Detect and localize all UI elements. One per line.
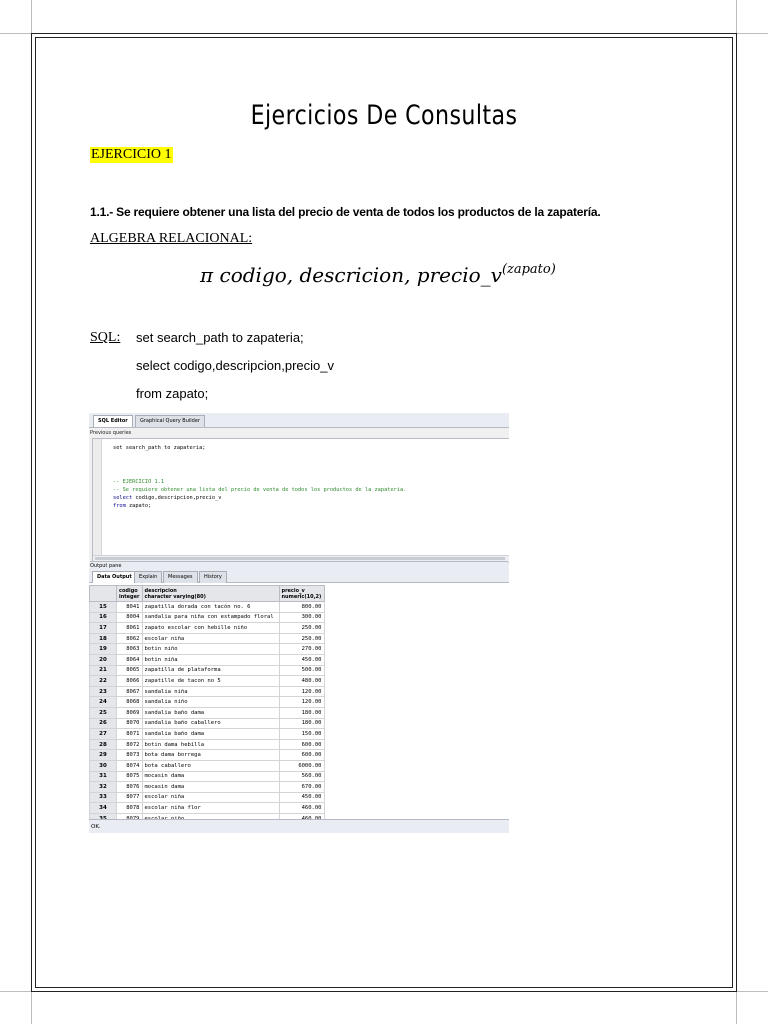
cell-precio-v[interactable]: 180.00 <box>279 707 324 718</box>
cell-codigo[interactable]: 8072 <box>117 739 143 750</box>
cell-precio-v[interactable]: 600.00 <box>279 739 324 750</box>
cell-precio-v[interactable]: 250.00 <box>279 623 324 634</box>
cell-codigo[interactable]: 8062 <box>117 633 143 644</box>
column-header-codigo[interactable]: codigo integer <box>117 586 143 602</box>
cell-codigo[interactable]: 8063 <box>117 644 143 655</box>
cell-codigo[interactable]: 8074 <box>117 760 143 771</box>
tab-history[interactable]: History <box>199 571 227 583</box>
code-text: set search_path to zapateria; <box>113 445 206 451</box>
code-comment: -- Se requiere obtener una lista del precio de venta de todos los productos de la zapateria. <box>113 487 407 493</box>
table-row[interactable] <box>90 633 325 644</box>
results-table <box>89 585 325 824</box>
cell-codigo[interactable]: 8065 <box>117 665 143 676</box>
cell-precio-v[interactable]: 180.00 <box>279 718 324 729</box>
table-row[interactable] <box>90 718 325 729</box>
table-row[interactable] <box>90 792 325 803</box>
row-number[interactable]: 27 <box>90 729 117 740</box>
tab-data-output[interactable]: Data Output <box>92 571 137 583</box>
exercise-label: EJERCICIO 1 <box>91 147 172 162</box>
cell-precio-v[interactable]: 800.00 <box>279 602 324 613</box>
code-line <box>113 495 221 501</box>
sql-editor[interactable] <box>92 438 509 563</box>
crop-mark <box>0 33 31 34</box>
cell-precio-v[interactable]: 460.00 <box>279 803 324 814</box>
cell-codigo[interactable]: 8078 <box>117 803 143 814</box>
cell-codigo[interactable]: 8067 <box>117 686 143 697</box>
cell-precio-v[interactable]: 450.00 <box>279 654 324 665</box>
cell-codigo[interactable]: 8069 <box>117 707 143 718</box>
row-number[interactable]: 26 <box>90 718 117 729</box>
table-row[interactable] <box>90 686 325 697</box>
cell-precio-v[interactable]: 120.00 <box>279 686 324 697</box>
row-number[interactable]: 23 <box>90 686 117 697</box>
formula-main: π codigo, descricion, precio_v <box>200 263 502 287</box>
row-number[interactable]: 32 <box>90 782 117 793</box>
question-text: 1.1.- Se requiere obtener una lista del precio de venta de todos los productos de la zapatería. <box>90 205 601 219</box>
table-row[interactable] <box>90 771 325 782</box>
cell-codigo[interactable]: 8064 <box>117 654 143 665</box>
cell-codigo[interactable]: 8004 <box>117 612 143 623</box>
sql-line: set search_path to zapateria; <box>136 330 304 345</box>
table-row[interactable] <box>90 644 325 655</box>
row-number[interactable]: 21 <box>90 665 117 676</box>
crop-mark <box>31 992 32 1024</box>
cell-precio-v[interactable]: 480.00 <box>279 676 324 687</box>
cell-descripcion[interactable]: sandalia para niña con estampado floral <box>142 612 279 623</box>
cell-codigo[interactable]: 8061 <box>117 623 143 634</box>
table-row[interactable] <box>90 782 325 793</box>
editor-tabs <box>89 413 509 428</box>
tab-sql-editor[interactable]: SQL Editor <box>93 415 133 427</box>
table-row[interactable] <box>90 654 325 665</box>
row-number[interactable]: 24 <box>90 697 117 708</box>
row-number-header <box>90 586 117 602</box>
scrollbar-thumb[interactable] <box>95 557 505 560</box>
cell-codigo[interactable]: 8073 <box>117 750 143 761</box>
previous-queries-label[interactable]: Previous queries <box>90 430 132 436</box>
tab-messages[interactable]: Messages <box>163 571 198 583</box>
cell-descripcion[interactable]: zapatille de tacon no 5 <box>142 676 279 687</box>
cell-codigo[interactable]: 8071 <box>117 729 143 740</box>
cell-descripcion[interactable]: escolar niña <box>142 633 279 644</box>
code-text: zapato; <box>125 503 152 509</box>
row-number[interactable]: 17 <box>90 623 117 634</box>
code-comment: -- EJERCICIO 1.1 <box>113 479 165 485</box>
cell-descripcion[interactable]: sandalia baño dama <box>142 729 279 740</box>
cell-descripcion[interactable]: zapatilla dorada con tacón no. 6 <box>142 602 279 613</box>
row-number[interactable]: 33 <box>90 792 117 803</box>
cell-precio-v[interactable]: 6000.00 <box>279 760 324 771</box>
row-number[interactable]: 29 <box>90 750 117 761</box>
row-number[interactable]: 16 <box>90 612 117 623</box>
table-row[interactable] <box>90 739 325 750</box>
table-row[interactable] <box>90 676 325 687</box>
code-line <box>113 445 205 451</box>
cell-codigo[interactable]: 8075 <box>117 771 143 782</box>
output-tabs <box>89 570 509 583</box>
cell-descripcion[interactable]: mocasin dama <box>142 771 279 782</box>
cell-descripcion[interactable]: sandalia niño <box>142 697 279 708</box>
cell-descripcion[interactable]: botin dama hebilla <box>142 739 279 750</box>
code-keyword: select <box>113 495 133 501</box>
row-number[interactable]: 28 <box>90 739 117 750</box>
cell-codigo[interactable]: 8041 <box>117 602 143 613</box>
cell-codigo[interactable]: 8077 <box>117 792 143 803</box>
formula-superscript: (zapato) <box>501 262 556 277</box>
cell-precio-v[interactable]: 150.00 <box>279 729 324 740</box>
table-row[interactable] <box>90 665 325 676</box>
relational-algebra-formula <box>200 262 556 287</box>
table-row[interactable] <box>90 697 325 708</box>
cell-descripcion[interactable]: sandalia baño caballero <box>142 718 279 729</box>
cell-codigo[interactable]: 8068 <box>117 697 143 708</box>
row-number[interactable]: 20 <box>90 654 117 665</box>
code-keyword: from <box>113 503 126 509</box>
page-title: Ejercicios De Consultas <box>250 100 518 131</box>
row-number[interactable]: 30 <box>90 760 117 771</box>
row-number[interactable]: 22 <box>90 676 117 687</box>
output-pane-label: Output pane <box>90 561 508 570</box>
cell-precio-v[interactable]: 560.00 <box>279 771 324 782</box>
editor-gutter <box>93 439 102 562</box>
cell-precio-v[interactable]: 500.00 <box>279 665 324 676</box>
query-tool-screenshot <box>89 413 509 833</box>
cell-descripcion[interactable]: zapato escolar con hebille niño <box>142 623 279 634</box>
cell-codigo[interactable]: 8070 <box>117 718 143 729</box>
column-header-precio-v[interactable]: precio_v numeric(10,2) <box>279 586 324 602</box>
cell-precio-v[interactable]: 450.00 <box>279 792 324 803</box>
crop-mark <box>736 992 737 1024</box>
cell-precio-v[interactable]: 300.00 <box>279 612 324 623</box>
crop-mark <box>0 991 31 992</box>
cell-descripcion[interactable]: escolar niña flor <box>142 803 279 814</box>
cell-precio-v[interactable]: 670.00 <box>279 782 324 793</box>
table-row[interactable] <box>90 760 325 771</box>
table-row[interactable] <box>90 729 325 740</box>
tab-explain[interactable]: Explain <box>134 571 162 583</box>
cell-descripcion[interactable]: botin niño <box>142 644 279 655</box>
crop-mark <box>737 991 768 992</box>
table-row[interactable] <box>90 612 325 623</box>
column-header-descripcion[interactable]: descripcion character varying(80) <box>142 586 279 602</box>
tab-graphical-query-builder[interactable]: Graphical Query Builder <box>135 415 205 427</box>
cell-descripcion[interactable]: sandalia baño dama <box>142 707 279 718</box>
row-number[interactable]: 18 <box>90 633 117 644</box>
cell-precio-v[interactable]: 250.00 <box>279 633 324 644</box>
table-row[interactable] <box>90 750 325 761</box>
table-row[interactable] <box>90 707 325 718</box>
cell-descripcion[interactable]: botin niña <box>142 654 279 665</box>
cell-descripcion[interactable]: mocasin dama <box>142 782 279 793</box>
row-number[interactable]: 31 <box>90 771 117 782</box>
cell-descripcion[interactable]: bota dama borrega <box>142 750 279 761</box>
cell-precio-v[interactable]: 270.00 <box>279 644 324 655</box>
row-number[interactable]: 15 <box>90 602 117 613</box>
algebra-label: ALGEBRA RELACIONAL: <box>90 231 253 246</box>
cell-descripcion[interactable]: zapatilla de plataforma <box>142 665 279 676</box>
table-row[interactable] <box>90 623 325 634</box>
sql-label: SQL: <box>90 330 121 345</box>
row-number[interactable]: 19 <box>90 644 117 655</box>
row-number[interactable]: 34 <box>90 803 117 814</box>
sql-line: select codigo,descripcion,precio_v <box>136 358 334 373</box>
table-row[interactable] <box>90 803 325 814</box>
cell-descripcion[interactable]: escolar niña <box>142 792 279 803</box>
data-output-grid[interactable] <box>89 583 509 819</box>
crop-mark <box>31 0 32 33</box>
code-text: codigo,descripcion,precio_v <box>132 495 222 501</box>
crop-mark <box>736 0 737 33</box>
cell-precio-v[interactable]: 120.00 <box>279 697 324 708</box>
cell-codigo[interactable]: 8066 <box>117 676 143 687</box>
crop-mark <box>737 33 768 34</box>
code-line <box>113 503 151 509</box>
table-row[interactable] <box>90 602 325 613</box>
cell-descripcion[interactable]: bota caballero <box>142 760 279 771</box>
status-bar: OK. <box>89 819 509 833</box>
cell-precio-v[interactable]: 600.00 <box>279 750 324 761</box>
cell-descripcion[interactable]: sandalia niña <box>142 686 279 697</box>
sql-line: from zapato; <box>136 386 209 401</box>
row-number[interactable]: 25 <box>90 707 117 718</box>
cell-codigo[interactable]: 8076 <box>117 782 143 793</box>
